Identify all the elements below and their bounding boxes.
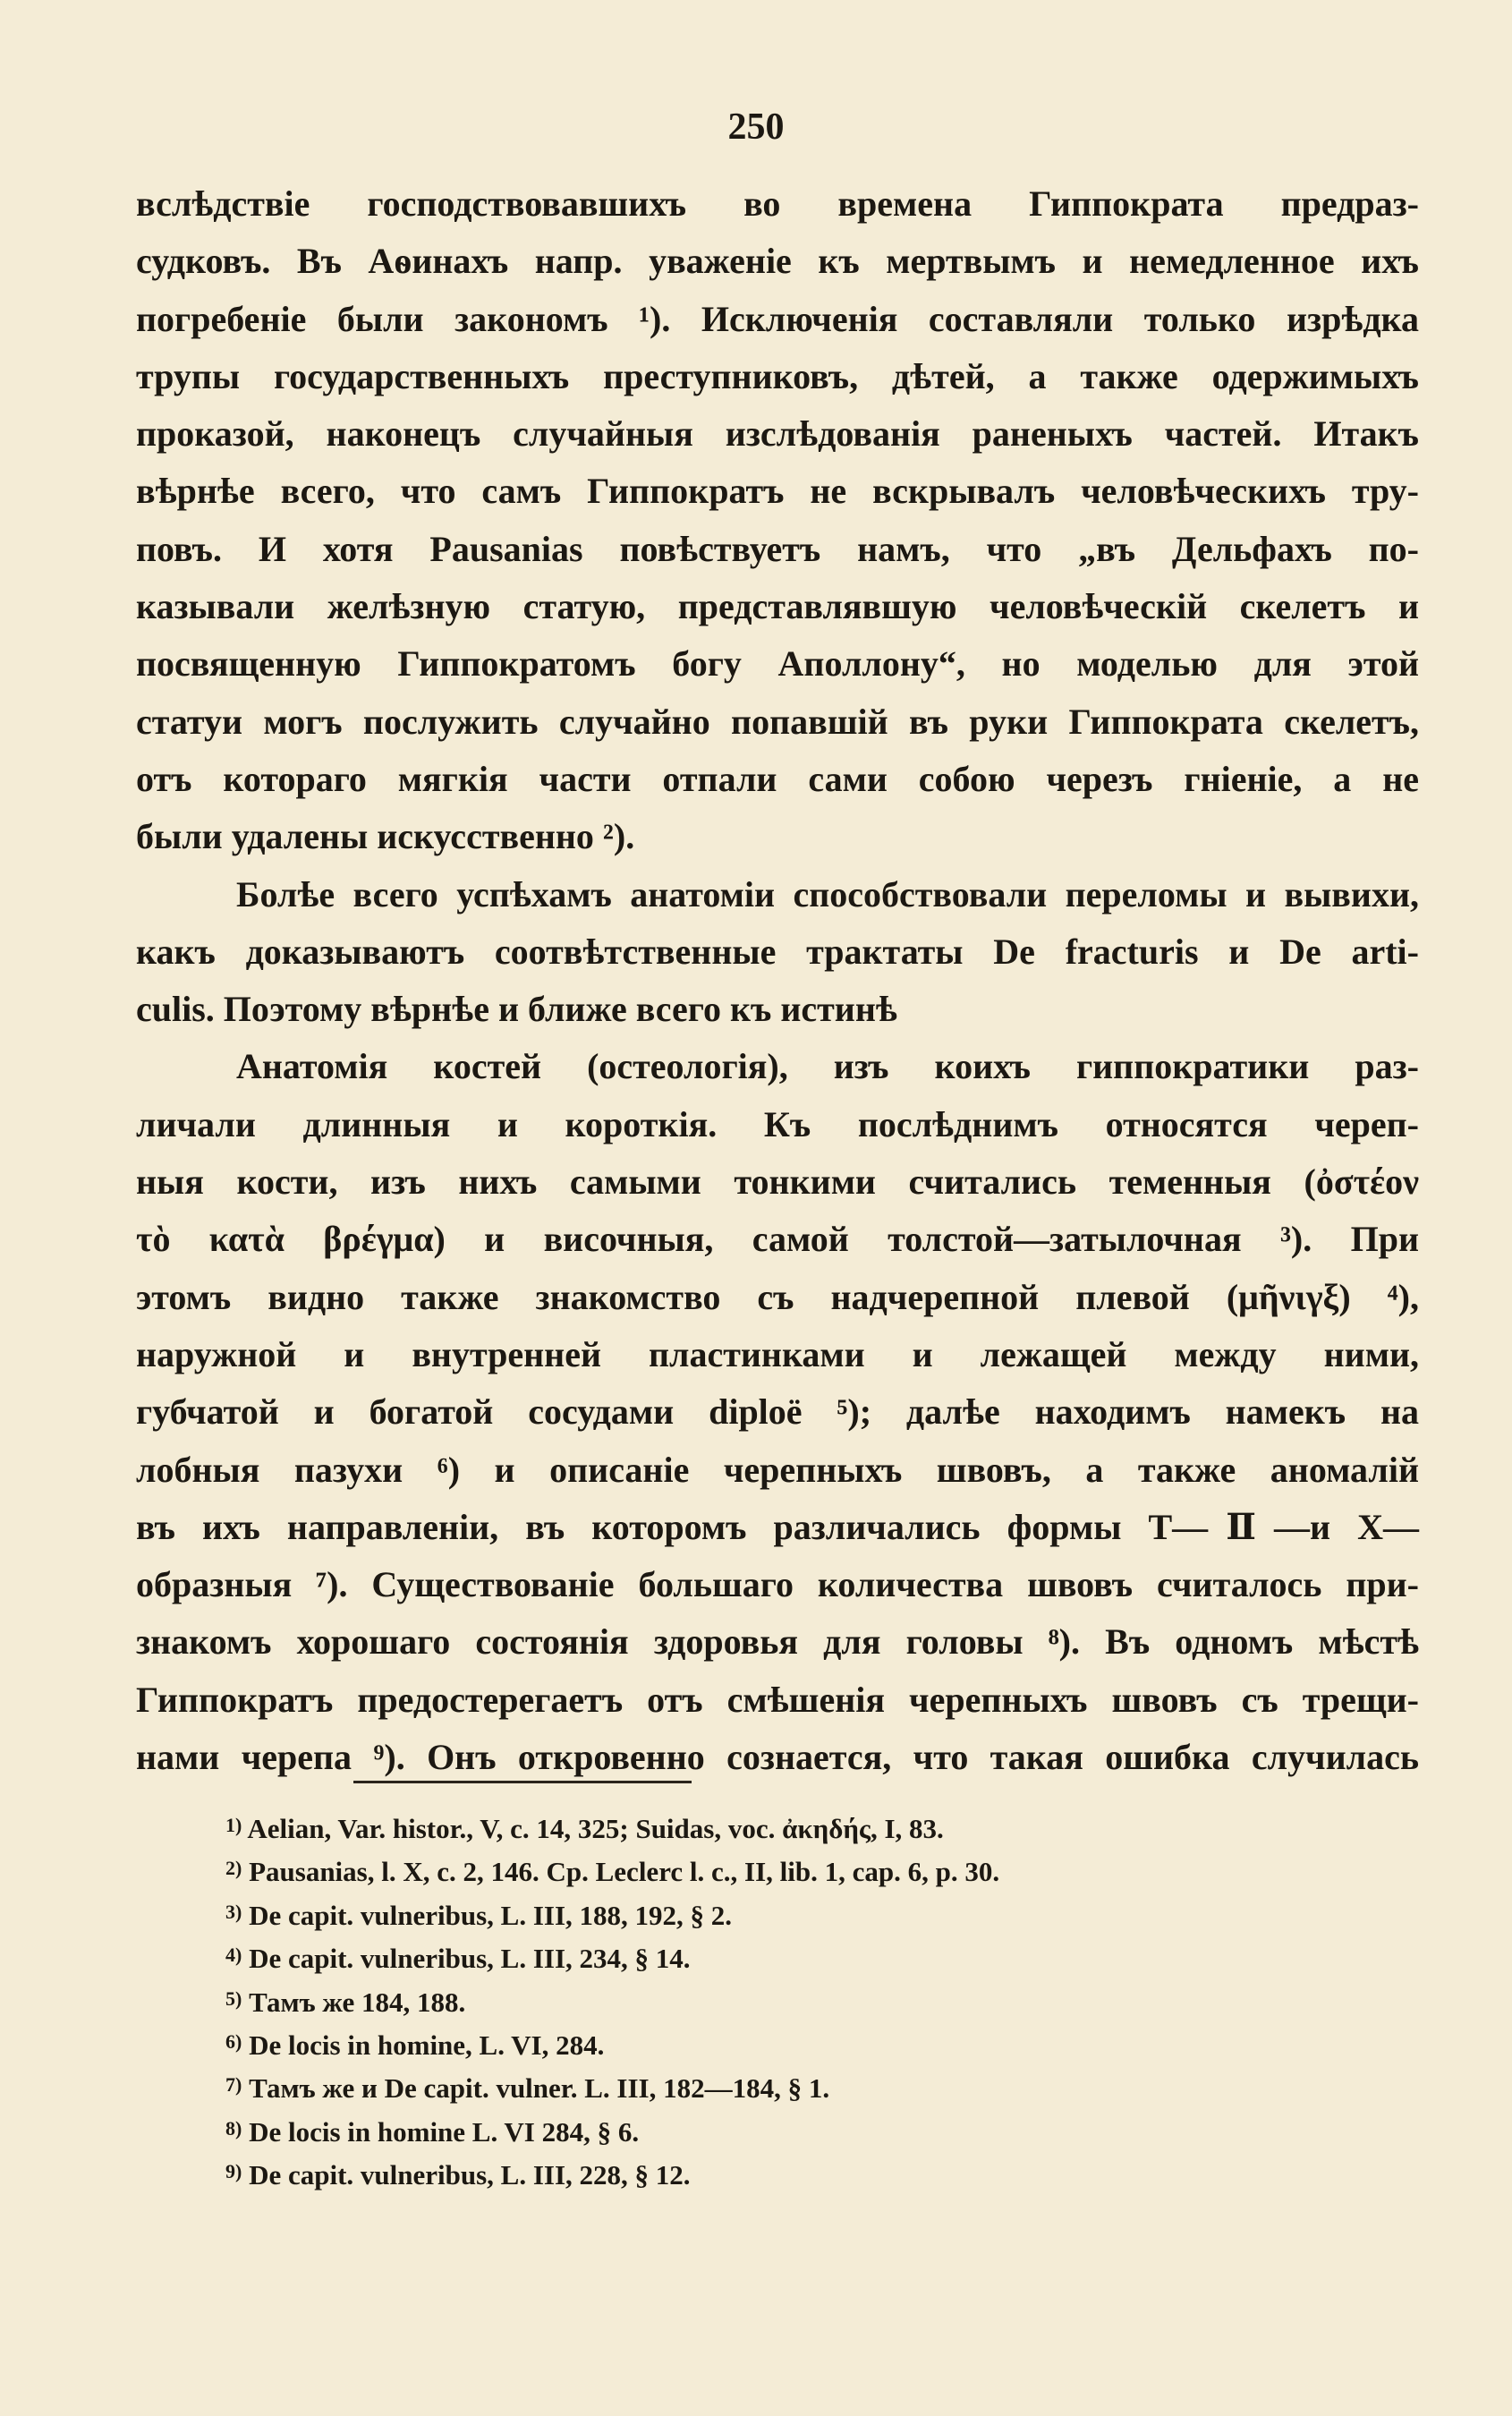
footnote xyxy=(225,2111,1415,2154)
body-text xyxy=(136,175,1419,1786)
page-number: 250 xyxy=(727,106,785,148)
footnote-text: De capit. vulneribus, L. III, 228, § 12. xyxy=(249,2159,691,2191)
footnote xyxy=(225,2067,1415,2110)
footnote-text: Тамъ же и De capit. vulner. L. III, 182—184, § 1. xyxy=(249,2072,830,2105)
footnote-text: De locis in homine L. VI 284, § 6. xyxy=(249,2115,640,2148)
text-line: казывали желѣзную статую, представлявшую человѣческій скелетъ и xyxy=(136,586,1419,627)
text-line: вслѣдствіе господствовавшихъ во времена Гиппократа предраз- xyxy=(136,183,1419,224)
text-line: знакомъ хорошаго состоянія здоровья для головы ⁸). Въ одномъ мѣстѣ xyxy=(136,1621,1419,1663)
text-line: Анатомія костей (остеологія), изъ коихъ гиппократики раз- xyxy=(236,1046,1419,1087)
text-line: наружной и внутренней пластинками и лежащей между ними, xyxy=(136,1333,1419,1374)
footnote-mark: 4) xyxy=(225,1944,242,1967)
footnote-text: Aelian, Var. histor., V, c. 14, 325; Suidas, voc. ἀκηδής, I, 83. xyxy=(247,1813,944,1844)
footnote xyxy=(225,2024,1415,2067)
footnote-mark: 8) xyxy=(225,2116,242,2140)
footnote-separator xyxy=(353,1781,692,1783)
text-line: въ ихъ направленіи, въ которомъ различались формы Т—Ⅱ—и Х— xyxy=(136,1506,1419,1547)
text-line: губчатой и богатой сосудами diploё ⁵); далѣе находимъ намекъ на xyxy=(136,1391,1419,1433)
text-line: τὸ κατὰ βρέγμα) и височныя, самой толстой—затылочная ³). При xyxy=(136,1219,1419,1260)
text-line: посвященную Гиппократомъ богу Аполлону“, но моделью для этой xyxy=(136,643,1419,685)
footnote xyxy=(225,1894,1415,1937)
text-line: статуи могъ послужить случайно попавшій въ руки Гиппократа скелетъ, xyxy=(136,701,1419,742)
text-line: трупы государственныхъ преступниковъ, дѣтей, а также одержимыхъ xyxy=(136,355,1419,396)
text-line: ныя кости, изъ нихъ самыми тонкими считались теменныя (ὀστέον xyxy=(136,1161,1419,1203)
footnote-text: De capit. vulneribus, L. III, 234, § 14. xyxy=(249,1943,691,1975)
text-line: какъ доказываютъ соотвѣтственные трактаты De fracturis и De arti- xyxy=(136,931,1419,972)
text-line: Болѣе всего успѣхамъ анатоміи способствовали переломы и вывихи, xyxy=(236,873,1419,915)
footnote xyxy=(225,1850,1415,1893)
footnote-mark: 2) xyxy=(225,1857,242,1880)
footnotes xyxy=(225,1808,1415,2198)
footnote-mark: 6) xyxy=(225,2029,242,2053)
text-line: проказой, наконецъ случайныя изслѣдованія раненыхъ частей. Итакъ xyxy=(136,413,1419,455)
footnote-text: De locis in homine, L. VI, 284. xyxy=(249,2029,605,2061)
footnote-mark: 5) xyxy=(225,1986,242,2010)
text-line: были удалены искусственно ²). xyxy=(136,816,635,857)
footnote-mark: 3) xyxy=(225,1900,242,1923)
footnote-text: Pausanias, l. X, c. 2, 146. Cp. Leclerc l. c., II, lib. 1, cap. 6, p. 30. xyxy=(249,1856,1000,1888)
text-line: этомъ видно также знакомство съ надчерепной плевой (μῆνιγξ) ⁴), xyxy=(136,1276,1419,1317)
footnote-mark: 1) xyxy=(225,1814,242,1836)
footnote xyxy=(225,1937,1415,1980)
text-line: вѣрнѣе всего, что самъ Гиппократъ не вскрывалъ человѣческихъ тру- xyxy=(136,471,1419,512)
footnote xyxy=(225,2154,1415,2197)
footnote-text: De capit. vulneribus, L. III, 188, 192, § 2. xyxy=(249,1899,733,1931)
text-line: образныя ⁷). Существованіе большаго количества швовъ считалось при- xyxy=(136,1564,1419,1605)
text-line: личали длинныя и короткія. Къ послѣднимъ относятся череп- xyxy=(136,1103,1419,1144)
footnote-mark: 9) xyxy=(225,2160,242,2183)
text-line: culis. Поэтому вѣрнѣе и ближе всего къ истинѣ xyxy=(136,989,897,1030)
text-line: погребеніе были закономъ ¹). Исключенія составляли только изрѣдка xyxy=(136,298,1419,339)
footnote xyxy=(225,1981,1415,2024)
text-line: судковъ. Въ Аѳинахъ напр. уваженіе къ мертвымъ и немедленное ихъ xyxy=(136,241,1419,282)
text-line: Гиппократъ предостерегаетъ отъ смѣшенія черепныхъ швовъ съ трещи- xyxy=(136,1679,1419,1720)
footnote-mark: 7) xyxy=(225,2073,242,2097)
footnote-text: Тамъ же 184, 188. xyxy=(249,1986,466,2018)
text-line: отъ котораго мягкія части отпали сами собою черезъ гніеніе, а не xyxy=(136,758,1419,799)
text-line: нами черепа ⁹). Онъ откровенно сознается, что такая ошибка случилась xyxy=(136,1737,1419,1778)
text-line: лобныя пазухи ⁶) и описаніе черепныхъ швовъ, а также аномалій xyxy=(136,1449,1419,1490)
text-line: повъ. И хотя Pausanias повѣствуетъ намъ, что „въ Дельфахъ по- xyxy=(136,528,1419,569)
footnote xyxy=(225,1808,1415,1850)
